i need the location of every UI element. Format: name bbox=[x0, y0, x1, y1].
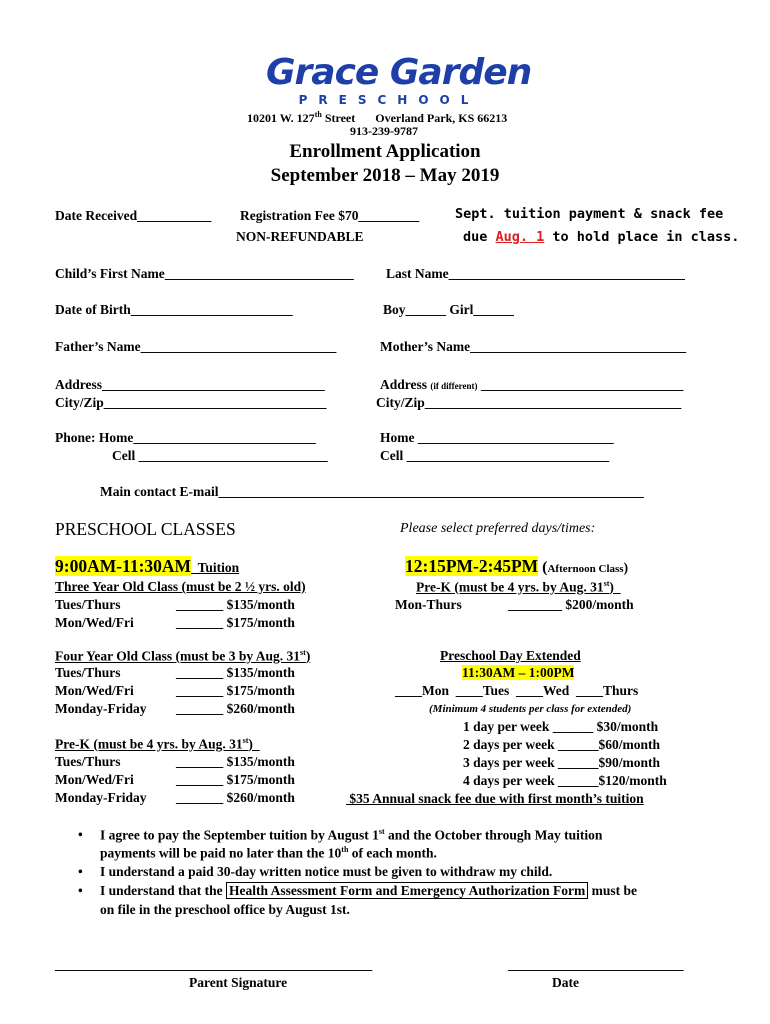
afternoon-label-open: ( bbox=[538, 559, 548, 576]
prek-right-price[interactable]: ________ $200/month bbox=[508, 597, 634, 612]
extended-minimum: (Minimum 4 students per class for extended) bbox=[429, 703, 632, 715]
date-label: Date bbox=[552, 975, 579, 990]
address-right-line: ______________________________ bbox=[477, 377, 684, 392]
four-year-price-3[interactable]: _______ $260/month bbox=[176, 701, 295, 716]
four-year-title-sup: st bbox=[300, 648, 306, 657]
bullet-1: • bbox=[78, 827, 83, 842]
afternoon-heading bbox=[405, 556, 628, 577]
three-year-price-1[interactable]: _______ $135/month bbox=[176, 597, 295, 612]
prek-right-title-pre: Pre-K (must be 4 yrs. by Aug. 31 bbox=[416, 579, 604, 595]
four-year-price-1[interactable]: _______ $135/month bbox=[176, 665, 295, 680]
snack-fee: $35 Annual snack fee due with first month’s tuition bbox=[346, 791, 644, 806]
phone-home-right-field[interactable]: Home _____________________________ bbox=[380, 430, 614, 445]
parent-signature-line[interactable]: _______________________________________________ bbox=[55, 957, 373, 972]
logo-main-text: Grace Garden bbox=[266, 52, 532, 93]
health-form-link: Health Assessment Form and Emergency Authorization Form bbox=[226, 882, 588, 899]
date-received-field[interactable]: Date Received___________ bbox=[55, 208, 212, 223]
non-refundable-label: NON-REFUNDABLE bbox=[236, 229, 364, 244]
phone-cell-right-field[interactable]: Cell ______________________________ bbox=[380, 448, 610, 463]
prek-right-title-post: ) bbox=[609, 579, 621, 595]
tuition-note-line2 bbox=[463, 229, 739, 245]
school-phone: 913-239-9787 bbox=[350, 124, 418, 138]
prek-left-title-post: ) bbox=[248, 736, 260, 752]
agreement-1a: I agree to pay the September tuition by August 1 bbox=[100, 827, 379, 843]
street-sup: th bbox=[314, 110, 322, 119]
prek-left-title-pre: Pre-K (must be 4 yrs. by Aug. 31 bbox=[55, 736, 243, 752]
agreement-3-line2: on file in the preschool office by August 1st. bbox=[100, 902, 350, 917]
extended-days[interactable]: ____Mon ____Tues ____Wed ____Thurs bbox=[395, 683, 639, 698]
note-date: Aug. 1 bbox=[495, 229, 545, 245]
prek-right-days: Mon-Thurs bbox=[395, 597, 462, 612]
three-year-row-1: Tues/Thurs bbox=[55, 597, 121, 612]
afternoon-time: 12:15PM-2:45PM bbox=[405, 556, 539, 576]
logo bbox=[266, 52, 532, 107]
extended-time bbox=[462, 665, 574, 681]
prek-left-price-2[interactable]: _______ $175/month bbox=[176, 772, 295, 787]
agreement-3b: must be bbox=[588, 883, 638, 898]
bullet-3: • bbox=[78, 883, 83, 898]
cityzip-left-field[interactable]: City/Zip_________________________________ bbox=[55, 395, 327, 410]
agreement-1-line1 bbox=[100, 827, 602, 844]
street: 10201 W. 127 bbox=[247, 111, 315, 125]
prek-left-title bbox=[55, 736, 260, 753]
three-year-row-2: Mon/Wed/Fri bbox=[55, 615, 134, 630]
phone-cell-left-field[interactable]: Cell ____________________________ bbox=[112, 448, 328, 463]
four-year-title-post: ) bbox=[305, 648, 311, 664]
prek-right-title bbox=[416, 579, 621, 596]
four-year-price-2[interactable]: _______ $175/month bbox=[176, 683, 295, 698]
cityzip-right-field[interactable]: City/Zip______________________________________ bbox=[376, 395, 682, 410]
note-pre: due bbox=[463, 229, 496, 245]
extended-time-text: 11:30AM – 1:00PM bbox=[462, 665, 575, 680]
address-right-label: Address bbox=[380, 377, 431, 392]
agreement-1-line2 bbox=[100, 845, 437, 862]
extended-rate-1[interactable]: 1 day per week ______ $30/month bbox=[463, 719, 659, 734]
four-year-row-1: Tues/Thurs bbox=[55, 665, 121, 680]
three-year-title: Three Year Old Class (must be 2 ½ yrs. old) bbox=[55, 579, 306, 594]
street-suffix: Street bbox=[321, 111, 356, 125]
agreement-2: I understand a paid 30-day written notice must be given to withdraw my child. bbox=[100, 864, 553, 879]
prek-left-row-1: Tues/Thurs bbox=[55, 754, 121, 769]
extended-rate-4[interactable]: 4 days per week ______$120/month bbox=[463, 773, 667, 788]
registration-fee-field[interactable]: Registration Fee $70_________ bbox=[240, 208, 420, 223]
afternoon-label: Afternoon Class bbox=[547, 563, 624, 575]
tuition-note-line1: Sept. tuition payment & snack fee bbox=[455, 206, 724, 222]
page-title: Enrollment Application bbox=[289, 141, 481, 162]
morning-heading bbox=[55, 556, 239, 577]
classes-heading: PRESCHOOL CLASSES bbox=[55, 519, 236, 539]
phone-home-left-field[interactable]: Phone: Home___________________________ bbox=[55, 430, 316, 445]
three-year-price-2[interactable]: _______ $175/month bbox=[176, 615, 295, 630]
four-year-title bbox=[55, 648, 310, 665]
child-last-name-field[interactable]: Last Name___________________________________ bbox=[386, 266, 685, 281]
agreement-3a: I understand that the bbox=[100, 883, 227, 898]
date-of-birth-field[interactable]: Date of Birth________________________ bbox=[55, 302, 293, 317]
afternoon-label-close: ) bbox=[623, 560, 629, 575]
morning-time: 9:00AM-11:30AM bbox=[55, 556, 192, 576]
agreement-1c: payments will be paid no later than the 10 bbox=[100, 845, 342, 861]
agreement-1b: and the October through May tuition bbox=[384, 827, 603, 843]
four-year-row-3: Monday-Friday bbox=[55, 701, 147, 716]
mother-name-field[interactable]: Mother’s Name________________________________ bbox=[380, 339, 687, 354]
address-right-note: (if different) bbox=[430, 381, 478, 391]
prek-left-title-sup: st bbox=[242, 736, 249, 745]
agreement-1d: of each month. bbox=[348, 845, 437, 861]
child-first-name-field[interactable]: Child’s First Name____________________________ bbox=[55, 266, 354, 281]
morning-label: Tuition bbox=[191, 560, 240, 575]
select-note: Please select preferred days/times: bbox=[400, 521, 596, 536]
email-field[interactable]: Main contact E-mail_______________________________________________________________ bbox=[100, 484, 644, 499]
extended-rate-3[interactable]: 3 days per week ______$90/month bbox=[463, 755, 661, 770]
prek-left-row-2: Mon/Wed/Fri bbox=[55, 772, 134, 787]
father-name-field[interactable]: Father’s Name_____________________________ bbox=[55, 339, 337, 354]
extended-title: Preschool Day Extended bbox=[440, 648, 581, 663]
logo-sub-text: PRESCHOOL bbox=[298, 93, 480, 107]
prek-left-price-1[interactable]: _______ $135/month bbox=[176, 754, 295, 769]
four-year-row-2: Mon/Wed/Fri bbox=[55, 683, 134, 698]
address-left-field[interactable]: Address_________________________________ bbox=[55, 377, 325, 392]
prek-left-price-3[interactable]: _______ $260/month bbox=[176, 790, 295, 805]
city: Overland Park, KS 66213 bbox=[375, 111, 508, 125]
date-line[interactable]: __________________________ bbox=[508, 957, 684, 972]
agreement-3-line1 bbox=[100, 883, 637, 899]
term-title: September 2018 – May 2019 bbox=[270, 165, 500, 186]
agreement-1-sup2: th bbox=[341, 845, 349, 854]
address-right-field[interactable] bbox=[380, 377, 683, 393]
four-year-title-pre: Four Year Old Class (must be 3 by Aug. 31 bbox=[55, 648, 301, 664]
note-post: to hold place in class. bbox=[544, 229, 740, 245]
parent-signature-label: Parent Signature bbox=[189, 975, 288, 990]
prek-left-row-3: Monday-Friday bbox=[55, 790, 147, 805]
agreement-1-sup1: st bbox=[378, 827, 385, 836]
bullet-2: • bbox=[78, 864, 83, 879]
extended-rate-2[interactable]: 2 days per week ______$60/month bbox=[463, 737, 661, 752]
prek-right-title-sup: st bbox=[603, 579, 610, 588]
gender-field[interactable]: Boy______ Girl______ bbox=[383, 302, 514, 317]
